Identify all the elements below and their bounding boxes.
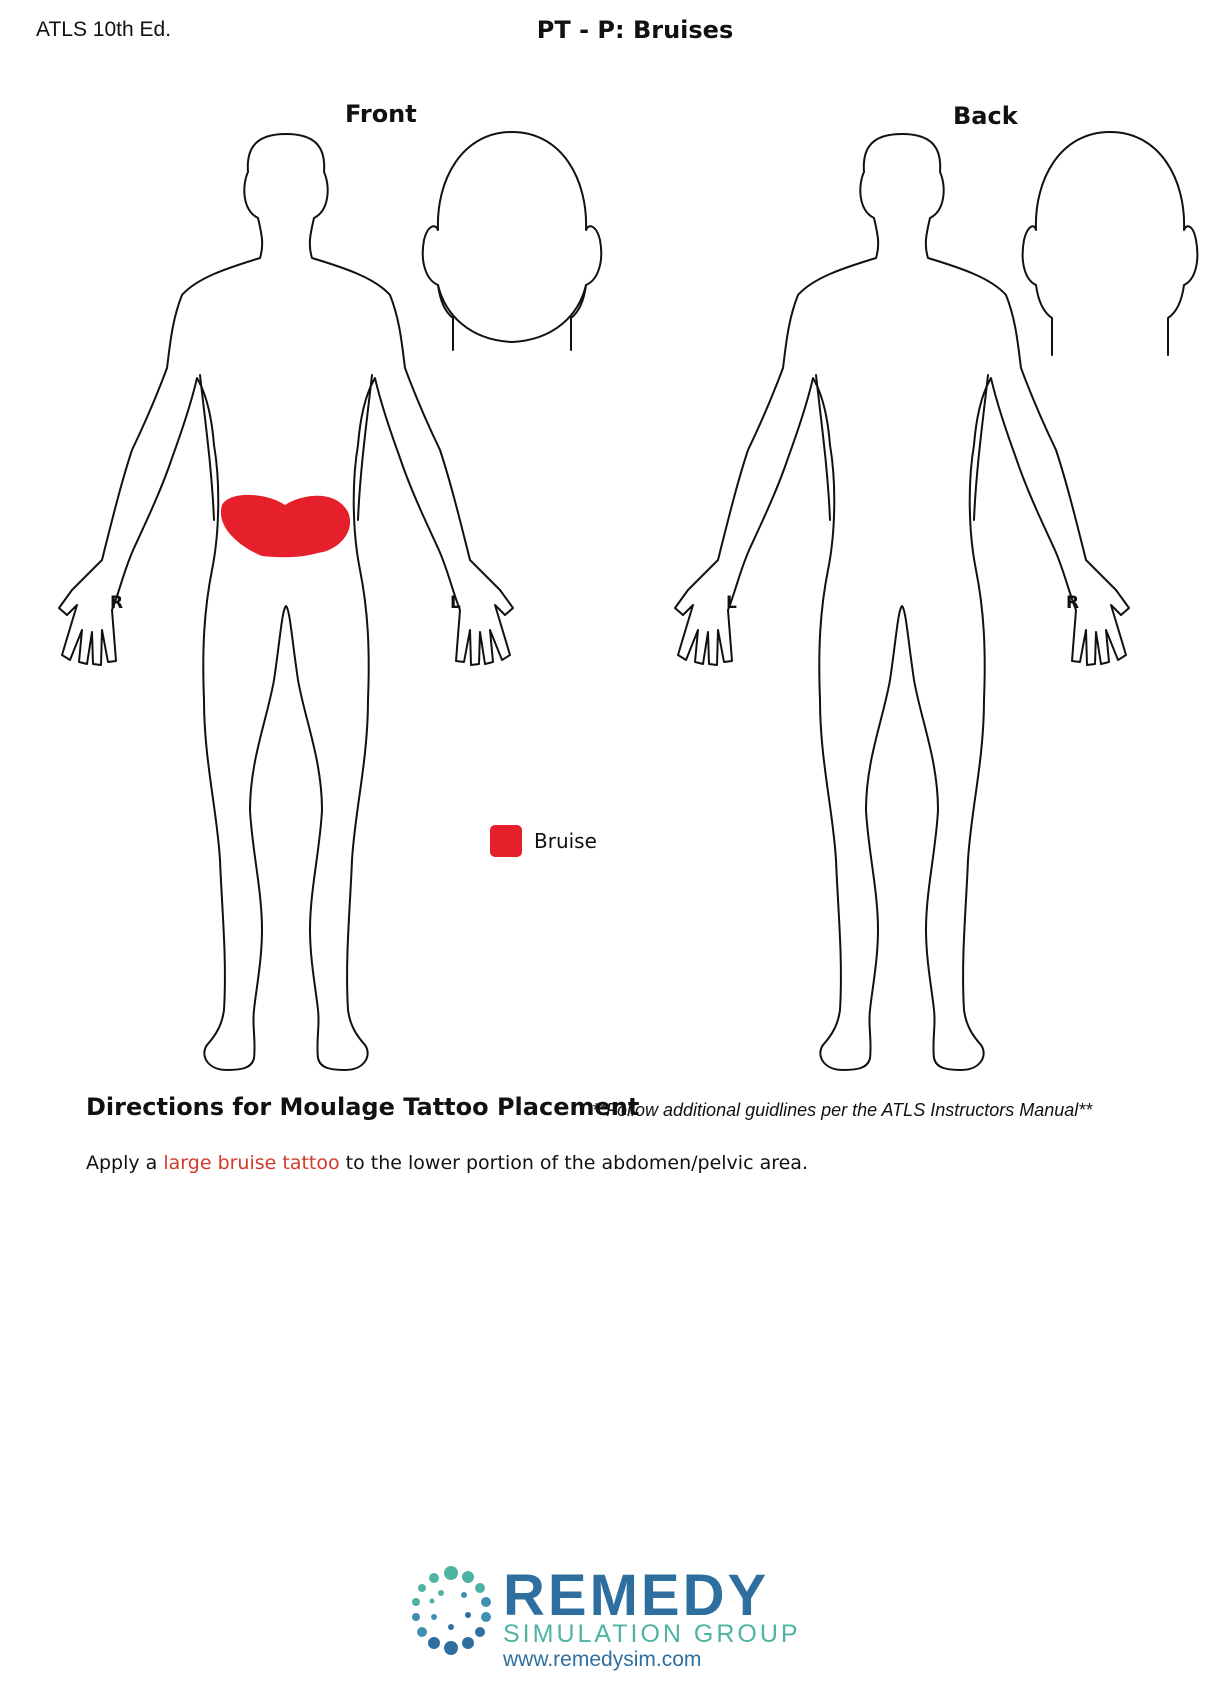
directions-text-before: Apply a	[86, 1152, 164, 1174]
logo-name: REMEDY	[503, 1563, 770, 1628]
front-left-side-mark: L	[450, 593, 461, 613]
directions-highlight: large bruise tattoo	[163, 1152, 340, 1174]
back-right-side-mark: R	[1066, 593, 1080, 613]
front-body-outline	[59, 134, 513, 1070]
edition-label: ATLS 10th Ed.	[36, 18, 172, 41]
legend	[490, 825, 597, 857]
bruise-legend-label: Bruise	[534, 829, 597, 853]
directions-title: Directions for Moulage Tattoo Placement	[86, 1093, 640, 1121]
directions-text-after: to the lower portion of the abdomen/pelvic area.	[339, 1152, 808, 1174]
back-view-label: Back	[953, 102, 1018, 130]
logo-subtitle: SIMULATION GROUP	[503, 1620, 801, 1648]
front-head-profile	[423, 132, 601, 350]
bruise-mark	[221, 495, 350, 557]
page-title: PT - P: Bruises	[536, 16, 734, 44]
directions-note: **Follow additional guidlines per the ATLS Instructors Manual**	[592, 1100, 1093, 1120]
bruise-legend-swatch	[490, 825, 522, 857]
back-left-side-mark: L	[726, 593, 737, 613]
directions-text	[86, 1152, 808, 1174]
logo-dot-ring-icon	[396, 1555, 506, 1670]
front-right-side-mark: R	[110, 593, 124, 613]
logo-url: www.remedysim.com	[503, 1648, 702, 1671]
back-body-outline	[675, 134, 1129, 1070]
front-view-label: Front	[345, 100, 417, 128]
back-head-profile	[1023, 132, 1198, 355]
